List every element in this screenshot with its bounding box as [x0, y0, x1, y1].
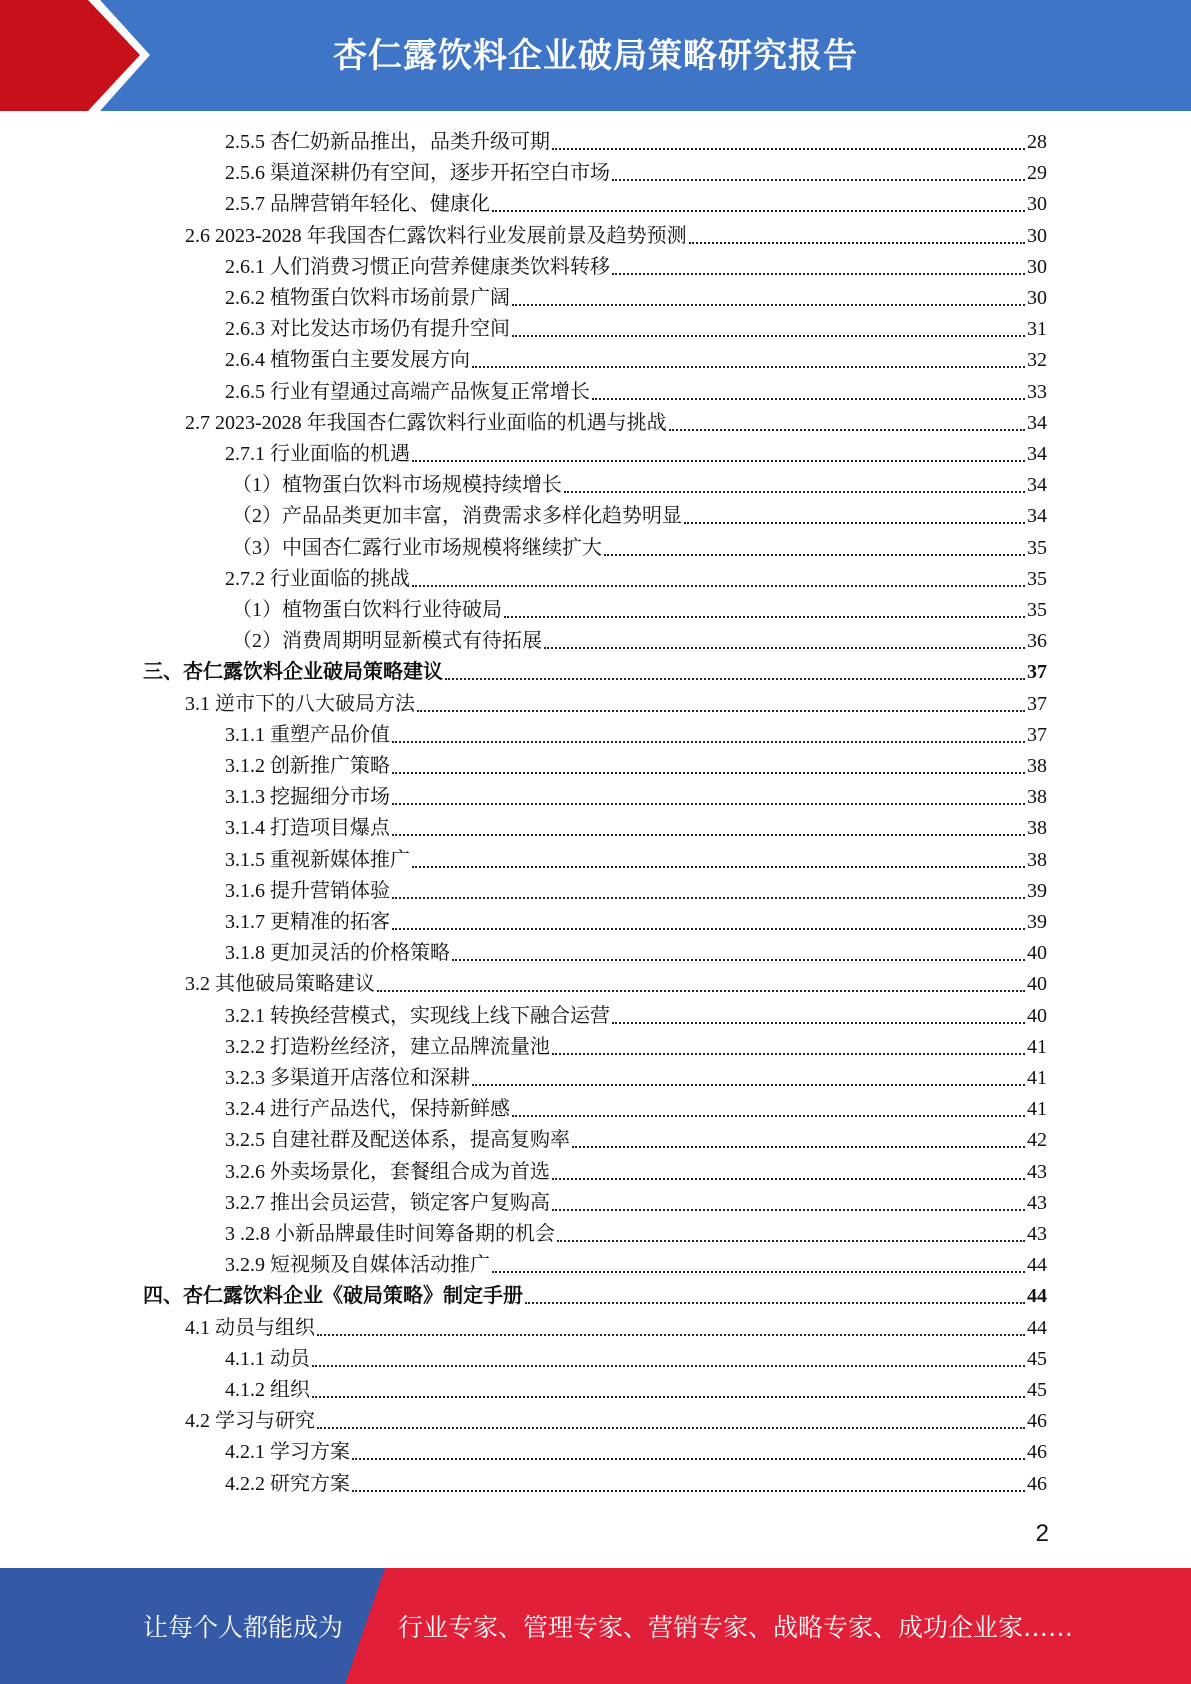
toc-entry-page: 38 — [1027, 786, 1047, 809]
toc-leader-dots — [472, 366, 1025, 368]
toc-entry-page: 38 — [1027, 848, 1047, 871]
toc-entry-title: 三、杏仁露饮料企业破局策略建议 — [143, 661, 443, 684]
toc-entry[interactable] — [225, 938, 1047, 969]
toc-leader-dots — [612, 179, 1025, 181]
toc-entry[interactable] — [225, 1219, 1047, 1250]
footer-slogan-right: 行业专家、管理专家、营销专家、战略专家、成功企业家…… — [398, 1613, 1074, 1642]
toc-entry-page: 38 — [1027, 817, 1047, 840]
toc-entry-page: 32 — [1027, 349, 1047, 372]
toc-entry-page: 46 — [1027, 1410, 1047, 1433]
toc-entry-title: 4.1.2 组织 — [225, 1379, 310, 1401]
toc-entry-title: （2）消费周期明显新模式有待拓展 — [232, 630, 542, 653]
toc-leader-dots — [377, 990, 1025, 992]
toc-entry-page: 34 — [1027, 411, 1047, 434]
toc-entry-page: 35 — [1027, 536, 1047, 559]
toc-entry-page: 39 — [1027, 879, 1047, 902]
toc-entry-title: 3.2.7 推出会员运营，锁定客户复购高 — [225, 1191, 550, 1214]
toc-entry-title: 2.7 2023-2028 年我国杏仁露饮料行业面临的机遇与挑战 — [185, 411, 667, 434]
toc-entry[interactable] — [225, 314, 1047, 345]
toc-entry-title: （1）植物蛋白饮料市场规模持续增长 — [232, 474, 562, 497]
toc-entry[interactable] — [225, 845, 1047, 876]
toc-entry-title: 3.2 其他破局策略建议 — [185, 973, 375, 996]
toc-entry[interactable] — [225, 189, 1047, 220]
toc-entry[interactable] — [225, 1250, 1047, 1281]
toc-entry[interactable] — [225, 377, 1047, 408]
toc-leader-dots — [392, 741, 1025, 743]
toc-leader-dots — [612, 273, 1025, 275]
toc-entry-page: 43 — [1027, 1160, 1047, 1183]
toc-entry-page: 44 — [1027, 1254, 1047, 1277]
toc-leader-dots — [392, 834, 1025, 836]
toc-leader-dots — [689, 242, 1025, 244]
toc-entry[interactable] — [225, 439, 1047, 470]
toc-leader-dots — [525, 1302, 1025, 1304]
toc-entry-title: 3.2.5 自建社群及配送体系，提高复购率 — [225, 1129, 570, 1152]
toc-entry-title: 2.6 2023-2028 年我国杏仁露饮料行业发展前景及趋势预测 — [185, 224, 687, 247]
toc-leader-dots — [317, 1427, 1025, 1429]
toc-entry[interactable] — [225, 1125, 1047, 1156]
toc-entry[interactable] — [225, 1032, 1047, 1063]
toc-entry-title: 4.2.2 研究方案 — [225, 1472, 350, 1495]
toc-leader-dots — [492, 1271, 1025, 1273]
toc-leader-dots — [552, 1178, 1025, 1180]
toc-entry[interactable] — [225, 1469, 1047, 1500]
toc-entry[interactable] — [225, 1344, 1047, 1375]
toc-leader-dots — [445, 678, 1025, 680]
toc-entry-title: 3.1.8 更加灵活的价格策略 — [225, 942, 450, 965]
toc-leader-dots — [512, 304, 1025, 306]
toc-entry-title: （3）中国杏仁露行业市场规模将继续扩大 — [232, 536, 602, 559]
toc-leader-dots — [544, 647, 1025, 649]
toc-entry-title: 2.6.1 人们消费习惯正向营养健康类饮料转移 — [225, 255, 610, 278]
toc-entry-page: 42 — [1027, 1129, 1047, 1152]
toc-entry-title: 2.5.5 杏仁奶新品推出，品类升级可期 — [225, 131, 550, 153]
toc-entry[interactable] — [232, 626, 1047, 657]
toc-entry[interactable] — [225, 283, 1047, 314]
toc-entry[interactable] — [185, 969, 1047, 1000]
toc-entry[interactable] — [185, 408, 1047, 439]
toc-entry-title: 3.1.5 重视新媒体推广 — [225, 848, 410, 871]
toc-leader-dots — [552, 148, 1025, 150]
toc-entry-page: 41 — [1027, 1067, 1047, 1089]
toc-entry[interactable] — [225, 876, 1047, 907]
toc-entry-title: 四、杏仁露饮料企业《破局策略》制定手册 — [143, 1285, 523, 1308]
toc-leader-dots — [412, 460, 1025, 462]
toc-entry-title: 3.1 逆市下的八大破局方法 — [185, 692, 415, 715]
toc-entry-page: 44 — [1027, 1316, 1047, 1339]
toc-entry[interactable] — [225, 907, 1047, 938]
toc-entry-page: 34 — [1027, 474, 1047, 497]
toc-entry-page: 41 — [1027, 1035, 1047, 1058]
toc-entry-page: 40 — [1027, 1004, 1047, 1027]
toc-entry[interactable] — [143, 657, 1047, 688]
report-header — [0, 0, 1191, 111]
toc-leader-dots — [312, 1396, 1025, 1398]
toc-entry-title: 2.5.7 品牌营销年轻化、健康化 — [225, 193, 490, 216]
toc-entry-page: 31 — [1027, 318, 1047, 341]
toc-leader-dots — [504, 616, 1025, 618]
toc-leader-dots — [552, 1209, 1025, 1211]
toc-entry-page: 30 — [1027, 224, 1047, 247]
toc-entry-page: 43 — [1027, 1223, 1047, 1245]
toc-entry[interactable] — [225, 1063, 1047, 1094]
toc-entry[interactable] — [225, 1437, 1047, 1468]
toc-entry[interactable] — [225, 813, 1047, 844]
toc-entry-title: 2.6.2 植物蛋白饮料市场前景广阔 — [225, 287, 510, 309]
toc-entry-title: 3.1.7 更精准的拓客 — [225, 911, 390, 933]
toc-entry[interactable] — [232, 501, 1047, 532]
toc-entry-title: 3.2.9 短视频及自媒体活动推广 — [225, 1254, 490, 1277]
toc-entry[interactable] — [225, 252, 1047, 283]
toc-entry-page: 45 — [1027, 1347, 1047, 1370]
toc-entry-title: 2.6.3 对比发达市场仍有提升空间 — [225, 318, 510, 341]
toc-entry-page: 34 — [1027, 505, 1047, 528]
footer-slogan-left: 让每个人都能成为 — [143, 1613, 344, 1642]
toc-leader-dots — [352, 1458, 1025, 1460]
toc-entry-page: 43 — [1027, 1191, 1047, 1214]
toc-entry-page: 38 — [1027, 755, 1047, 777]
report-footer — [0, 1568, 1191, 1684]
toc-entry-title: 3.2.1 转换经营模式，实现线上线下融合运营 — [225, 1004, 610, 1027]
toc-entry-page: 37 — [1027, 661, 1047, 684]
toc-entry-page: 29 — [1027, 162, 1047, 185]
toc-entry-page: 39 — [1027, 911, 1047, 933]
toc-entry-page: 40 — [1027, 973, 1047, 996]
toc-entry[interactable] — [225, 1188, 1047, 1219]
toc-leader-dots — [552, 1053, 1025, 1055]
toc-leader-dots — [417, 710, 1025, 712]
toc-entry-page: 37 — [1027, 723, 1047, 746]
toc-entry-title: 4.2.1 学习方案 — [225, 1441, 350, 1464]
toc-entry-title: 4.1 动员与组织 — [185, 1316, 315, 1339]
toc-entry[interactable] — [225, 564, 1047, 595]
toc-leader-dots — [312, 1365, 1025, 1367]
toc-entry-page: 45 — [1027, 1379, 1047, 1401]
toc-entry-page: 30 — [1027, 287, 1047, 309]
toc-entry-title: 3.1.6 提升营销体验 — [225, 879, 390, 902]
toc-leader-dots — [512, 335, 1025, 337]
toc-entry[interactable] — [185, 689, 1047, 720]
toc-leader-dots — [412, 585, 1025, 587]
toc-entry-title: 3.1.4 打造项目爆点 — [225, 817, 390, 840]
toc-entry[interactable] — [185, 1406, 1047, 1437]
toc-entry-title: （2）产品品类更加丰富，消费需求多样化趋势明显 — [232, 505, 682, 528]
toc-entry-title: 2.7.2 行业面临的挑战 — [225, 567, 410, 590]
toc-entry-page: 30 — [1027, 193, 1047, 216]
toc-entry[interactable] — [232, 595, 1047, 626]
toc-entry-page: 44 — [1027, 1285, 1047, 1308]
toc-entry-page: 46 — [1027, 1472, 1047, 1495]
toc-leader-dots — [392, 897, 1025, 899]
toc-entry-title: 3.1.3 挖掘细分市场 — [225, 786, 390, 809]
toc-entry[interactable] — [225, 345, 1047, 376]
toc-leader-dots — [572, 1146, 1025, 1148]
toc-entry[interactable] — [225, 1157, 1047, 1188]
toc-leader-dots — [557, 1240, 1025, 1242]
toc-leader-dots — [452, 959, 1025, 961]
toc-leader-dots — [317, 1334, 1025, 1336]
toc-entry-page: 34 — [1027, 443, 1047, 465]
page-number: 2 — [1035, 1520, 1049, 1547]
toc-entry-title: 2.5.6 渠道深耕仍有空间，逐步开拓空白市场 — [225, 162, 610, 185]
toc-entry-title: 3.1.2 创新推广策略 — [225, 755, 390, 777]
toc-entry-page: 35 — [1027, 567, 1047, 590]
toc-entry[interactable] — [232, 533, 1047, 564]
toc-entry-title: 3.2.6 外卖场景化，套餐组合成为首选 — [225, 1160, 550, 1183]
toc-entry-title: 3.2.2 打造粉丝经济，建立品牌流量池 — [225, 1035, 550, 1058]
toc-leader-dots — [684, 522, 1025, 524]
toc-entry-title: 3.1.1 重塑产品价值 — [225, 723, 390, 746]
report-title: 杏仁露饮料企业破局策略研究报告 — [333, 36, 858, 76]
toc-entry-title: 3.2.4 进行产品迭代，保持新鲜感 — [225, 1098, 510, 1121]
toc-entry-page: 33 — [1027, 380, 1047, 403]
toc-entry[interactable] — [225, 158, 1047, 189]
toc-entry-title: 3 .2.8 小新品牌最佳时间筹备期的机会 — [225, 1223, 555, 1245]
toc-entry[interactable] — [225, 127, 1047, 158]
toc-entry[interactable] — [185, 221, 1047, 252]
toc-entry-page: 37 — [1027, 692, 1047, 715]
toc-entry-title: （1）植物蛋白饮料行业待破局 — [232, 599, 502, 621]
toc-entry-page: 46 — [1027, 1441, 1047, 1464]
toc-leader-dots — [472, 1084, 1025, 1086]
toc-leader-dots — [604, 554, 1025, 556]
toc-leader-dots — [392, 928, 1025, 930]
toc-entry[interactable] — [225, 1094, 1047, 1125]
toc-leader-dots — [412, 866, 1025, 868]
toc-entry-title: 4.2 学习与研究 — [185, 1410, 315, 1433]
toc-entry-title: 4.1.1 动员 — [225, 1347, 310, 1370]
toc-leader-dots — [564, 491, 1025, 493]
toc-leader-dots — [352, 1490, 1025, 1492]
toc-leader-dots — [492, 210, 1025, 212]
toc-entry[interactable] — [225, 1375, 1047, 1406]
toc-leader-dots — [392, 803, 1025, 805]
toc-entry-page: 36 — [1027, 630, 1047, 653]
toc-leader-dots — [392, 772, 1025, 774]
toc-leader-dots — [612, 1022, 1025, 1024]
toc-entry-title: 2.7.1 行业面临的机遇 — [225, 443, 410, 465]
toc-entry-page: 35 — [1027, 599, 1047, 621]
toc-leader-dots — [512, 1115, 1025, 1117]
toc-entry[interactable] — [143, 1281, 1047, 1312]
toc-entry[interactable] — [225, 751, 1047, 782]
toc-entry-page: 28 — [1027, 131, 1047, 153]
toc-entry-title: 3.2.3 多渠道开店落位和深耕 — [225, 1067, 470, 1089]
toc-entry[interactable] — [225, 782, 1047, 813]
toc-leader-dots — [592, 398, 1025, 400]
toc-entry-page: 41 — [1027, 1098, 1047, 1121]
toc-entry[interactable] — [232, 470, 1047, 501]
toc-entry-page: 40 — [1027, 942, 1047, 965]
toc-entry-title: 2.6.5 行业有望通过高端产品恢复正常增长 — [225, 380, 590, 403]
toc-entry[interactable] — [225, 720, 1047, 751]
toc-entry-page: 30 — [1027, 255, 1047, 278]
toc-leader-dots — [669, 429, 1025, 431]
toc-entry[interactable] — [185, 1313, 1047, 1344]
toc-entry-title: 2.6.4 植物蛋白主要发展方向 — [225, 349, 470, 372]
toc-entry[interactable] — [225, 1001, 1047, 1032]
